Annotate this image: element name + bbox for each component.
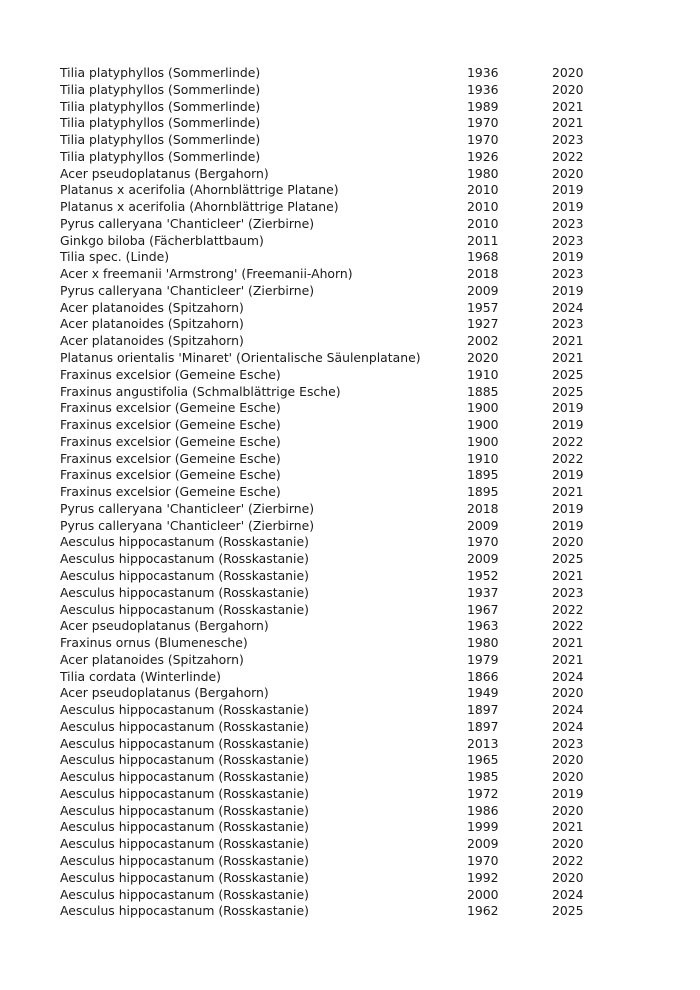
table-row <box>60 417 600 434</box>
planting-year-cell: 1972 <box>467 785 499 801</box>
planting-year-cell: 1885 <box>467 383 499 399</box>
planting-year-cell: 1900 <box>467 433 499 449</box>
table-row <box>60 769 600 786</box>
tree-species-cell: Aesculus hippocastanum (Rosskastanie) <box>60 567 309 583</box>
tree-species-cell: Acer x freemanii 'Armstrong' (Freemanii-Ahorn) <box>60 266 353 282</box>
planting-year-cell: 1980 <box>467 165 499 181</box>
table-row <box>60 316 600 333</box>
tree-species-cell: Fraxinus excelsior (Gemeine Esche) <box>60 433 281 449</box>
tree-species-cell: Pyrus calleryana 'Chanticleer' (Zierbirne) <box>60 500 315 516</box>
tree-species-cell: Fraxinus excelsior (Gemeine Esche) <box>60 450 281 466</box>
inspection-year-cell: 2020 <box>552 802 584 818</box>
tree-species-cell: Pyrus calleryana 'Chanticleer' (Zierbirne) <box>60 282 315 298</box>
table-row <box>60 149 600 166</box>
inspection-year-cell: 2025 <box>552 366 584 382</box>
inspection-year-cell: 2023 <box>552 232 584 248</box>
table-row <box>60 518 600 535</box>
planting-year-cell: 2010 <box>467 215 499 231</box>
tree-species-cell: Tilia platyphyllos (Sommerlinde) <box>60 98 261 114</box>
inspection-year-cell: 2019 <box>552 500 584 516</box>
planting-year-cell: 2011 <box>467 232 499 248</box>
planting-year-cell: 1949 <box>467 685 499 701</box>
table-row <box>60 99 600 116</box>
inspection-year-cell: 2022 <box>552 148 584 164</box>
planting-year-cell: 1900 <box>467 400 499 416</box>
tree-species-cell: Tilia platyphyllos (Sommerlinde) <box>60 65 261 80</box>
inspection-year-cell: 2019 <box>552 417 584 433</box>
tree-species-cell: Acer platanoides (Spitzahorn) <box>60 651 244 667</box>
inspection-year-cell: 2023 <box>552 266 584 282</box>
planting-year-cell: 1952 <box>467 567 499 583</box>
table-row <box>60 819 600 836</box>
table-row <box>60 635 600 652</box>
inspection-year-cell: 2025 <box>552 551 584 567</box>
planting-year-cell: 2010 <box>467 182 499 198</box>
tree-species-cell: Aesculus hippocastanum (Rosskastanie) <box>60 852 309 868</box>
tree-species-cell: Aesculus hippocastanum (Rosskastanie) <box>60 534 309 550</box>
planting-year-cell: 1897 <box>467 718 499 734</box>
tree-species-cell: Acer platanoides (Spitzahorn) <box>60 299 244 315</box>
inspection-year-cell: 2022 <box>552 601 584 617</box>
planting-year-cell: 2020 <box>467 350 499 366</box>
planting-year-cell: 1986 <box>467 802 499 818</box>
inspection-year-cell: 2024 <box>552 886 584 902</box>
inspection-year-cell: 2020 <box>552 869 584 885</box>
table-row <box>60 132 600 149</box>
inspection-year-cell: 2024 <box>552 718 584 734</box>
inspection-year-cell: 2021 <box>552 98 584 114</box>
table-row <box>60 736 600 753</box>
tree-species-cell: Acer pseudoplatanus (Bergahorn) <box>60 618 269 634</box>
table-row <box>60 786 600 803</box>
table-row <box>60 903 600 920</box>
table-row <box>60 501 600 518</box>
inspection-year-cell: 2020 <box>552 769 584 785</box>
inspection-year-cell: 2022 <box>552 433 584 449</box>
inspection-year-cell: 2025 <box>552 383 584 399</box>
tree-species-cell: Acer platanoides (Spitzahorn) <box>60 333 244 349</box>
table-row <box>60 467 600 484</box>
inspection-year-cell: 2024 <box>552 299 584 315</box>
table-row <box>60 384 600 401</box>
table-row <box>60 870 600 887</box>
table-row <box>60 752 600 769</box>
tree-species-cell: Aesculus hippocastanum (Rosskastanie) <box>60 601 309 617</box>
tree-species-cell: Aesculus hippocastanum (Rosskastanie) <box>60 735 309 751</box>
tree-species-cell: Acer pseudoplatanus (Bergahorn) <box>60 165 269 181</box>
planting-year-cell: 1992 <box>467 869 499 885</box>
tree-species-cell: Acer platanoides (Spitzahorn) <box>60 316 244 332</box>
planting-year-cell: 1936 <box>467 65 499 80</box>
inspection-year-cell: 2019 <box>552 785 584 801</box>
tree-species-cell: Tilia platyphyllos (Sommerlinde) <box>60 115 261 131</box>
tree-species-cell: Fraxinus angustifolia (Schmalblättrige Esche) <box>60 383 341 399</box>
planting-year-cell: 2009 <box>467 836 499 852</box>
inspection-year-cell: 2023 <box>552 132 584 148</box>
planting-year-cell: 1962 <box>467 903 499 919</box>
planting-year-cell: 1970 <box>467 534 499 550</box>
inspection-year-cell: 2021 <box>552 567 584 583</box>
inspection-year-cell: 2020 <box>552 165 584 181</box>
tree-species-cell: Fraxinus excelsior (Gemeine Esche) <box>60 417 281 433</box>
table-row <box>60 333 600 350</box>
table-row <box>60 652 600 669</box>
table-row <box>60 853 600 870</box>
table-row <box>60 65 600 82</box>
table-row <box>60 300 600 317</box>
inspection-year-cell: 2024 <box>552 702 584 718</box>
tree-table <box>60 65 600 920</box>
inspection-year-cell: 2020 <box>552 685 584 701</box>
tree-species-cell: Aesculus hippocastanum (Rosskastanie) <box>60 836 309 852</box>
table-row <box>60 216 600 233</box>
inspection-year-cell: 2021 <box>552 333 584 349</box>
table-row <box>60 803 600 820</box>
table-row <box>60 719 600 736</box>
planting-year-cell: 1967 <box>467 601 499 617</box>
planting-year-cell: 2009 <box>467 551 499 567</box>
table-row <box>60 534 600 551</box>
table-row <box>60 182 600 199</box>
table-row <box>60 400 600 417</box>
planting-year-cell: 1970 <box>467 132 499 148</box>
tree-species-cell: Aesculus hippocastanum (Rosskastanie) <box>60 819 309 835</box>
tree-species-cell: Aesculus hippocastanum (Rosskastanie) <box>60 769 309 785</box>
tree-species-cell: Aesculus hippocastanum (Rosskastanie) <box>60 702 309 718</box>
tree-species-cell: Aesculus hippocastanum (Rosskastanie) <box>60 802 309 818</box>
planting-year-cell: 1979 <box>467 651 499 667</box>
tree-species-cell: Aesculus hippocastanum (Rosskastanie) <box>60 785 309 801</box>
inspection-year-cell: 2023 <box>552 584 584 600</box>
planting-year-cell: 1937 <box>467 584 499 600</box>
tree-species-cell: Aesculus hippocastanum (Rosskastanie) <box>60 886 309 902</box>
tree-species-cell: Platanus x acerifolia (Ahornblättrige Platane) <box>60 199 339 215</box>
table-row <box>60 266 600 283</box>
planting-year-cell: 1968 <box>467 249 499 265</box>
table-row <box>60 551 600 568</box>
table-row <box>60 82 600 99</box>
planting-year-cell: 1965 <box>467 752 499 768</box>
planting-year-cell: 1999 <box>467 819 499 835</box>
inspection-year-cell: 2019 <box>552 282 584 298</box>
planting-year-cell: 2009 <box>467 282 499 298</box>
inspection-year-cell: 2019 <box>552 467 584 483</box>
tree-species-cell: Acer pseudoplatanus (Bergahorn) <box>60 685 269 701</box>
table-row <box>60 199 600 216</box>
tree-species-cell: Platanus x acerifolia (Ahornblättrige Platane) <box>60 182 339 198</box>
table-row <box>60 350 600 367</box>
tree-species-cell: Fraxinus excelsior (Gemeine Esche) <box>60 467 281 483</box>
tree-species-cell: Aesculus hippocastanum (Rosskastanie) <box>60 903 309 919</box>
inspection-year-cell: 2025 <box>552 903 584 919</box>
table-row <box>60 685 600 702</box>
inspection-year-cell: 2022 <box>552 618 584 634</box>
tree-species-cell: Fraxinus excelsior (Gemeine Esche) <box>60 484 281 500</box>
tree-species-cell: Aesculus hippocastanum (Rosskastanie) <box>60 551 309 567</box>
table-row <box>60 451 600 468</box>
inspection-year-cell: 2021 <box>552 350 584 366</box>
planting-year-cell: 1926 <box>467 148 499 164</box>
table-row <box>60 283 600 300</box>
inspection-year-cell: 2019 <box>552 249 584 265</box>
planting-year-cell: 1866 <box>467 668 499 684</box>
inspection-year-cell: 2019 <box>552 182 584 198</box>
inspection-year-cell: 2023 <box>552 215 584 231</box>
planting-year-cell: 1963 <box>467 618 499 634</box>
planting-year-cell: 2018 <box>467 500 499 516</box>
table-row <box>60 669 600 686</box>
tree-species-cell: Platanus orientalis 'Minaret' (Orientalische Säulenplatane) <box>60 350 421 366</box>
table-row <box>60 233 600 250</box>
tree-species-cell: Pyrus calleryana 'Chanticleer' (Zierbirne) <box>60 215 315 231</box>
inspection-year-cell: 2024 <box>552 668 584 684</box>
table-row <box>60 602 600 619</box>
planting-year-cell: 2010 <box>467 199 499 215</box>
tree-species-cell: Aesculus hippocastanum (Rosskastanie) <box>60 584 309 600</box>
table-row <box>60 887 600 904</box>
inspection-year-cell: 2020 <box>552 65 584 80</box>
planting-year-cell: 1989 <box>467 98 499 114</box>
planting-year-cell: 1895 <box>467 467 499 483</box>
inspection-year-cell: 2022 <box>552 852 584 868</box>
table-row <box>60 585 600 602</box>
inspection-year-cell: 2022 <box>552 450 584 466</box>
inspection-year-cell: 2023 <box>552 316 584 332</box>
tree-species-cell: Aesculus hippocastanum (Rosskastanie) <box>60 752 309 768</box>
inspection-year-cell: 2021 <box>552 819 584 835</box>
planting-year-cell: 1910 <box>467 450 499 466</box>
inspection-year-cell: 2020 <box>552 534 584 550</box>
inspection-year-cell: 2021 <box>552 635 584 651</box>
table-row <box>60 367 600 384</box>
table-row <box>60 434 600 451</box>
table-row <box>60 115 600 132</box>
table-row <box>60 166 600 183</box>
planting-year-cell: 1927 <box>467 316 499 332</box>
inspection-year-cell: 2020 <box>552 81 584 97</box>
tree-species-cell: Fraxinus ornus (Blumenesche) <box>60 635 248 651</box>
planting-year-cell: 1900 <box>467 417 499 433</box>
table-row <box>60 249 600 266</box>
planting-year-cell: 1970 <box>467 115 499 131</box>
inspection-year-cell: 2019 <box>552 517 584 533</box>
planting-year-cell: 1985 <box>467 769 499 785</box>
tree-species-cell: Tilia platyphyllos (Sommerlinde) <box>60 148 261 164</box>
table-row <box>60 568 600 585</box>
planting-year-cell: 1895 <box>467 484 499 500</box>
inspection-year-cell: 2021 <box>552 115 584 131</box>
tree-species-cell: Tilia platyphyllos (Sommerlinde) <box>60 132 261 148</box>
planting-year-cell: 2018 <box>467 266 499 282</box>
table-row <box>60 836 600 853</box>
table-row <box>60 618 600 635</box>
planting-year-cell: 1910 <box>467 366 499 382</box>
tree-species-cell: Tilia cordata (Winterlinde) <box>60 668 221 684</box>
planting-year-cell: 1897 <box>467 702 499 718</box>
planting-year-cell: 2002 <box>467 333 499 349</box>
tree-species-cell: Fraxinus excelsior (Gemeine Esche) <box>60 400 281 416</box>
table-row <box>60 702 600 719</box>
inspection-year-cell: 2021 <box>552 651 584 667</box>
inspection-year-cell: 2020 <box>552 752 584 768</box>
planting-year-cell: 1936 <box>467 81 499 97</box>
planting-year-cell: 1970 <box>467 852 499 868</box>
planting-year-cell: 1957 <box>467 299 499 315</box>
tree-species-cell: Ginkgo biloba (Fächerblattbaum) <box>60 232 264 248</box>
inspection-year-cell: 2019 <box>552 199 584 215</box>
inspection-year-cell: 2023 <box>552 735 584 751</box>
tree-species-cell: Fraxinus excelsior (Gemeine Esche) <box>60 366 281 382</box>
planting-year-cell: 2009 <box>467 517 499 533</box>
inspection-year-cell: 2021 <box>552 484 584 500</box>
inspection-year-cell: 2019 <box>552 400 584 416</box>
tree-species-cell: Tilia platyphyllos (Sommerlinde) <box>60 81 261 97</box>
table-row <box>60 484 600 501</box>
tree-species-cell: Tilia spec. (Linde) <box>60 249 170 265</box>
planting-year-cell: 1980 <box>467 635 499 651</box>
planting-year-cell: 2000 <box>467 886 499 902</box>
tree-species-cell: Pyrus calleryana 'Chanticleer' (Zierbirne) <box>60 517 315 533</box>
tree-species-cell: Aesculus hippocastanum (Rosskastanie) <box>60 718 309 734</box>
planting-year-cell: 2013 <box>467 735 499 751</box>
tree-species-cell: Aesculus hippocastanum (Rosskastanie) <box>60 869 309 885</box>
inspection-year-cell: 2020 <box>552 836 584 852</box>
